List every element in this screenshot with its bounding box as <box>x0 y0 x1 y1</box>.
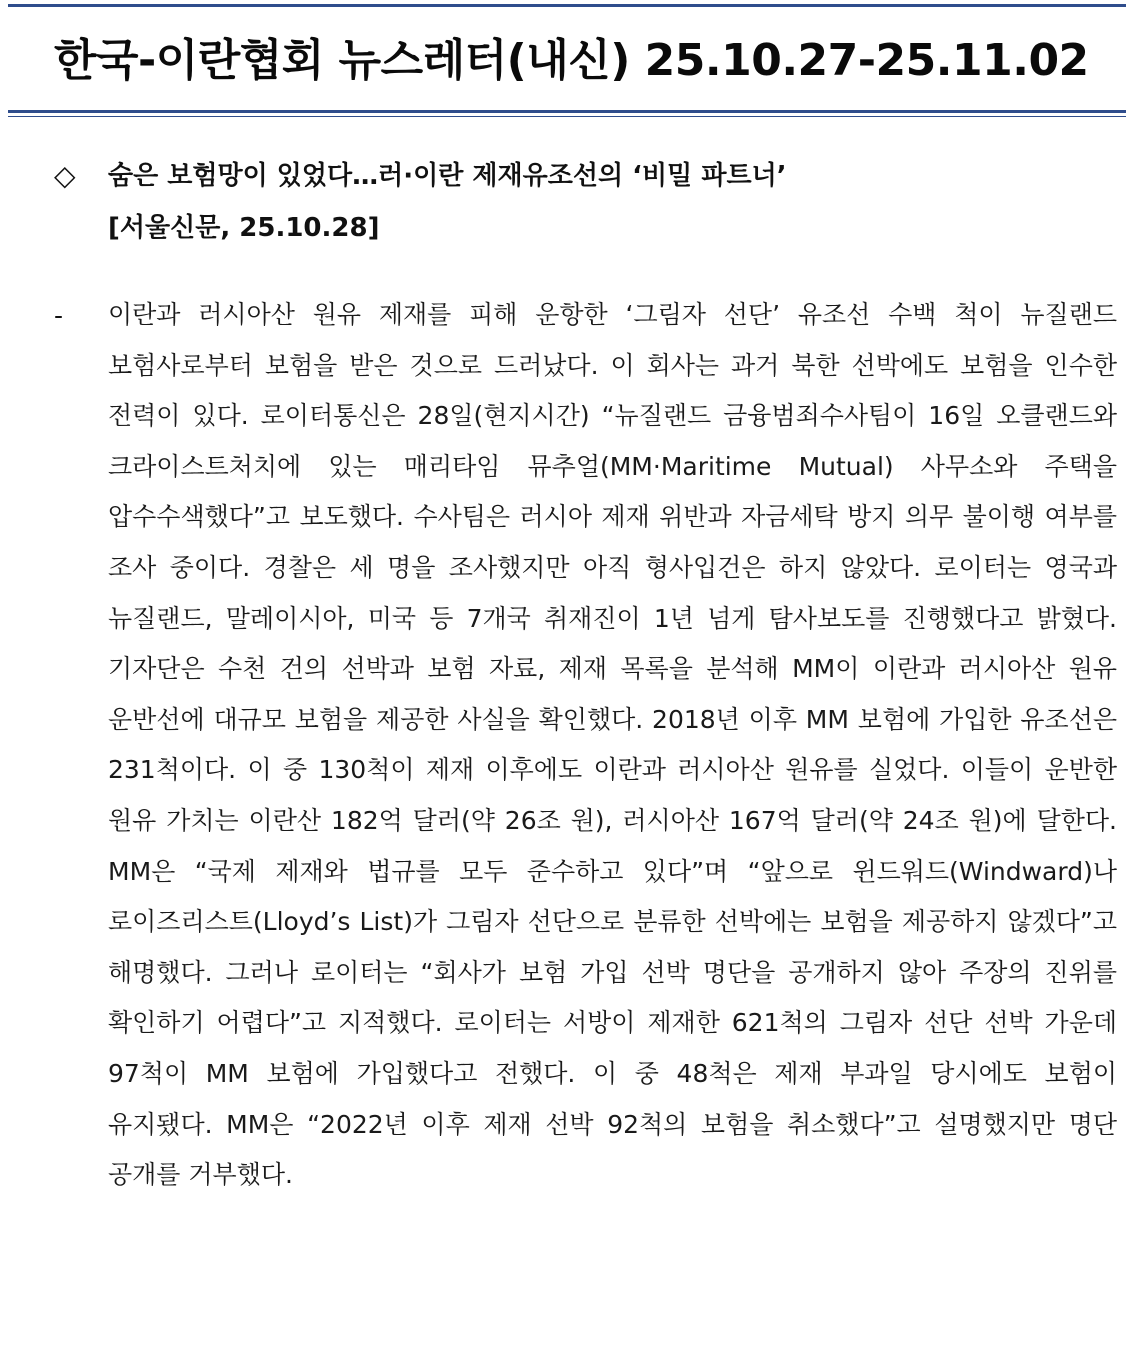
article-headline: 숨은 보험망이 있었다…러·이란 제재유조선의 ‘비밀 파트너’ <box>108 161 787 191</box>
article-source: [서울신문, 25.10.28] <box>108 213 380 243</box>
newsletter-title: 한국-이란협회 뉴스레터(내신) 25.10.27-25.11.02 <box>54 35 1089 86</box>
list-dash: - <box>54 301 64 330</box>
article-body: 이란과 러시아산 원유 제재를 피해 운항한 ‘그림자 선단’ 유조선 수백 척이 뉴질랜드 보험사로부터 보험을 받은 것으로 드러났다. 이 회사는 과거 북한 선박에도 보험을 인수한 전력이 있다. 로이터통신은 28일(현지시간) “뉴질랜드 금융범죄수사팀이 16일 오클랜드와 크라이스트처치에 있는 매리타임 뮤추얼(MM·Maritime Mutual) 사무소와 주택을 압수수색했다”고 보도했다. 수사팀은 러시아 제재 위반과 자금세탁 방지 의무 불이행 여부를 조사 중이다. 경찰은 세 명을 조사했지만 아직 형사입건은 하지 않았다. 로이터는 영국과 뉴질랜드, 말레이시아, 미국 등 7개국 취재진이 1년 넘게 탐사보도를 진행했다고 밝혔다. 기자단은 수천 건의 선박과 보험 자료, 제재 목록을 분석해 MM이 이란과 러시아산 원유 운반선에 대규모 보험을 제공한 사실을 확인했다. 2018년 이후 MM 보험에 가입한 유조선은 231척이다. 이 중 130척이 제재 이후에도 이란과 러시아산 원유를 실었다. 이들이 운반한 원유 가치는 이란산 182억 달러(약 26조 원), 러시아산 167억 달러(약 24조 원)에 달한다. MM은 “국제 제재와 법규를 모두 준수하고 있다”며 “앞으로 윈드워드(Windward)나 로이즈리스트(Lloyd’s List)가 그림자 선단으로 분류한 선박에는 보험을 제공하지 않겠다”고 해명했다. 그러나 로이터는 “회사가 보험 가입 선박 명단을 공개하지 않아 주장의 진위를 확인하기 어렵다”고 지적했다. 로이터는 서방이 제재한 621척의 그림자 선단 선박 가운데 97척이 MM 보험에 가입했다고 전했다. 이 중 48척은 제재 부과일 당시에도 보험이 유지됐다. MM은 “2022년 이후 제재 선박 92척의 보험을 취소했다”고 설명했지만 명단 공개를 거부했다. <box>108 300 1117 1190</box>
title-bottom-rule <box>8 110 1126 117</box>
diamond-bullet-icon: ◇ <box>54 159 76 192</box>
article-headline-block <box>108 150 1112 254</box>
title-top-rule <box>8 4 1126 7</box>
